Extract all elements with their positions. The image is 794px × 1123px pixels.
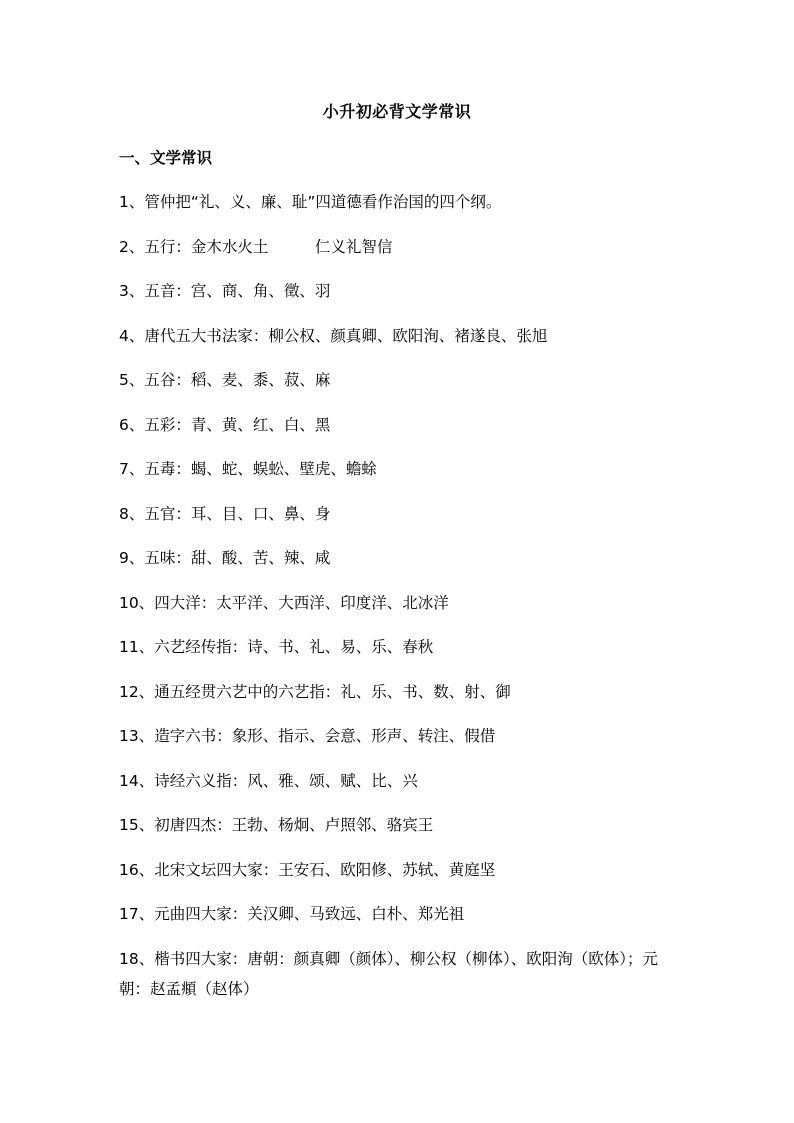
item-text: 五味：甜、酸、苦、辣、咸 — [144, 549, 331, 567]
list-item — [119, 944, 679, 1004]
item-number: 4、 — [119, 326, 145, 345]
list-item — [119, 503, 679, 525]
item-text: 五官：耳、目、口、鼻、身 — [144, 504, 331, 523]
item-number: 6、 — [119, 415, 145, 434]
list-item — [119, 814, 679, 836]
list-item — [119, 903, 679, 925]
list-item — [119, 191, 679, 213]
list-item — [119, 280, 679, 302]
item-number: 17、 — [119, 905, 155, 923]
item-text: 元曲四大家：关汉卿、马致远、白朴、郑光祖 — [154, 905, 465, 923]
list-item — [119, 725, 679, 747]
list-item — [119, 414, 679, 436]
item-text: 五行：金木水火土 仁义礼智信 — [144, 237, 393, 256]
item-number: 11、 — [119, 638, 155, 656]
page-title: 小升初必背文学常识 — [322, 102, 472, 121]
list-item — [119, 770, 679, 792]
knowledge-list — [119, 191, 679, 1026]
item-number: 9、 — [119, 549, 145, 567]
item-text: 初唐四杰：王勃、杨炯、卢照邻、骆宾王 — [154, 816, 434, 834]
item-number: 16、 — [119, 860, 155, 879]
item-text: 六艺经传指：诗、书、礼、易、乐、春秋 — [154, 638, 434, 656]
item-text: 唐代五大书法家：柳公权、颜真卿、欧阳洵、褚遂良、张旭 — [144, 326, 548, 345]
item-number: 2、 — [119, 237, 145, 256]
item-text: 诗经六义指：风、雅、颂、赋、比、兴 — [154, 771, 418, 790]
item-number: 10、 — [119, 593, 155, 612]
item-text: 管仲把“礼、义、廉、耻”四道德看作治国的四个纲。 — [144, 193, 502, 211]
list-item — [119, 236, 679, 258]
item-text: 楷书四大家：唐朝：颜真卿（颜体）、柳公权（柳体）、欧阳洵（欧体）；元朝：赵孟頫（赵体） — [119, 949, 658, 998]
item-number: 15、 — [119, 816, 155, 834]
list-item — [119, 547, 679, 569]
list-item — [119, 636, 679, 658]
item-text: 通五经贯六艺中的六艺指：礼、乐、书、数、射、御 — [154, 682, 511, 701]
item-text: 五彩：青、黄、红、白、黑 — [144, 415, 331, 434]
list-item — [119, 592, 679, 614]
item-number: 13、 — [119, 727, 155, 745]
list-item — [119, 681, 679, 703]
item-number: 1、 — [119, 193, 145, 211]
item-text: 五谷：稻、麦、黍、菽、麻 — [144, 371, 331, 389]
list-item — [119, 859, 679, 881]
item-text: 北宋文坛四大家：王安石、欧阳修、苏轼、黄庭坚 — [154, 860, 496, 879]
item-number: 12、 — [119, 682, 155, 701]
item-number: 3、 — [119, 282, 145, 300]
item-number: 7、 — [119, 460, 145, 478]
item-number: 8、 — [119, 504, 145, 523]
item-text: 造字六书：象形、指示、会意、形声、转注、假借 — [154, 727, 496, 745]
list-item — [119, 325, 679, 347]
section-heading: 一、文学常识 — [119, 148, 213, 167]
list-item — [119, 458, 679, 480]
item-text: 五音：宫、商、角、徵、羽 — [144, 282, 331, 300]
item-number: 18、 — [119, 949, 155, 968]
list-item — [119, 369, 679, 391]
item-number: 5、 — [119, 371, 145, 389]
item-text: 四大洋：太平洋、大西洋、印度洋、北冰洋 — [154, 593, 449, 612]
item-number: 14、 — [119, 771, 155, 790]
item-text: 五毒：蝎、蛇、蜈蚣、壁虎、蟾蜍 — [144, 460, 377, 478]
